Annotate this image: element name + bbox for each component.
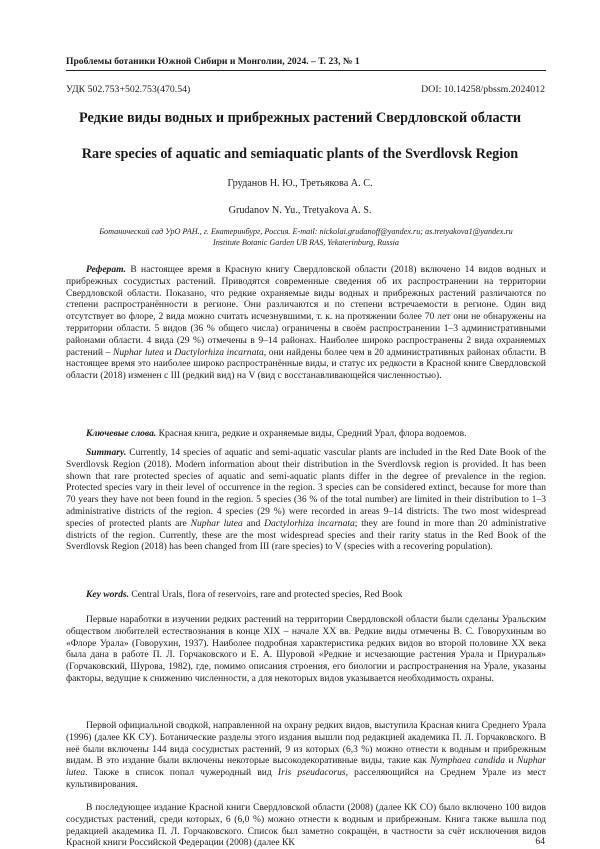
header-divider bbox=[66, 70, 546, 71]
abstract-en-and: and bbox=[242, 517, 265, 529]
abstract-ru-lead: Реферат. bbox=[86, 264, 127, 275]
body-paragraph-2 bbox=[66, 720, 546, 791]
page-number: 64 bbox=[535, 836, 545, 847]
body-p2-text-c: , расселяющийся на Среднем Урале из мест культивирования. bbox=[66, 767, 547, 790]
affiliation-en: Institute Botanic Garden UB RAS, Yekaterinburg, Russia bbox=[212, 238, 400, 247]
body-p2-species-1: Nymphaea candida bbox=[430, 755, 506, 767]
abstract-en-species-2: Dactylorhiza incarnata bbox=[264, 517, 355, 529]
article-title-ru: Редкие виды водных и прибрежных растений Свердловской области bbox=[79, 110, 521, 126]
journal-header: Проблемы ботаники Южной Сибири и Монголии, 2024. – Т. 23, № 1 bbox=[66, 56, 360, 67]
keywords-en bbox=[66, 589, 546, 601]
udk-code: УДК 502.753+502.753(470.54) bbox=[66, 84, 191, 95]
authors-ru: Груданов Н. Ю., Третьякова А. С. bbox=[227, 178, 373, 189]
abstract-ru-species-2: Dactylorhiza incarnata bbox=[174, 346, 264, 358]
body-p2-text-a: Первой официальной сводкой, направленной на охрану редких видов, выступила Красная книга Среднего Урала (1996) (далее КК СУ). Ботанические разделы этого издания вышли под редакцией академика П. Л. Горчаковского. В неё были включены 144 вида сосудистых растений, 9 из которых (6,3 %) можно отнести к водным и прибрежным видам. В это издание были включены некоторые высокодекоративные виды, такие как bbox=[66, 720, 546, 767]
body-p2-species-2: Nuphar lutea bbox=[66, 755, 546, 779]
keywords-en-lead: Key words. bbox=[86, 589, 129, 600]
keywords-ru-lead: Ключевые слова. bbox=[86, 428, 157, 439]
abstract-ru-text-1: В настоящее время в Красную книгу Свердловской области (2018) включено 14 видов водных и прибрежных сосудистых растений. Приводятся современные сведения об их распространении на территории Свердловской области. Показано, что редкие охраняемые виды водных и прибрежных растений различаются по степени распространённости в регионе. Они различаются и по степени встречаемости в регионе. Один вид отсутствует во флоре, 2 вида можно считать исчезнувшими, т. к. на протяжении более 70 лет они не обнаружены на территории области. 5 видов (36 % общего числа) ограничены в своём распространении 1–3 административными районами области. 4 вида (29 %) отмечены в 9–14 районах. Наиболее широко распространены 2 вида охраняемых растений – bbox=[66, 264, 546, 358]
authors-en: Grudanov N. Yu., Tretyakova A. S. bbox=[228, 205, 372, 216]
abstract-en-lead: Summary. bbox=[86, 447, 127, 458]
body-p2-species-3: Iris pseudacorus bbox=[277, 767, 346, 779]
body-p2-and: и bbox=[505, 755, 517, 767]
affiliation-ru: Ботанический сад УрО РАН., г. Екатеринбург, Россия. E-mail: nickolai.grudanoff@yandex.ru; as.tretyakova1@yandex.ru bbox=[99, 227, 513, 236]
abstract-en-text-1: Currently, 14 species of aquatic and semi-aquatic vascular plants are included in the Red Date Book of the Sverdlovsk Region (2018). Modern information about their distribution in the Sverdlovsk region is provided. It has been shown that rare protected species of aquatic and semi-aquatic plants differ in the degree of prevalence in the region. Protected species vary in their level of occurrence in the region. 3 species can be considered extinct, because for more than 70 years they have not been found in the region. 5 species (36 % of the total number) are limited in their distribution to 1–3 administrative districts of the region. 4 species (29 %) were recorded in areas 9–14 districts. The two most widespread species of protected plants are bbox=[66, 447, 546, 529]
abstract-ru bbox=[66, 264, 546, 382]
abstract-ru-and: и bbox=[163, 346, 175, 358]
keywords-ru-text: Красная книга, редкие и охраняемые виды, Средний Урал, флора водоемов. bbox=[156, 428, 467, 439]
keywords-en-text: Central Urals, flora of reservoirs, rare and protected species, Red Book bbox=[128, 589, 403, 600]
abstract-en-text-2: ; they are found in more than 20 administrative districts of the region. Currently, these are the most widespread species and their rarity status in the Red Book of the Sverdlovsk Region (2018) has been changed from III (rare species) to V (species with a recovering population). bbox=[66, 517, 546, 553]
keywords-ru bbox=[66, 428, 546, 440]
abstract-ru-text-2: , они найдены более чем в 20 административных районах области. В настоящее время это наиболее широко распространённые виды, и статус их редкости в Красной книге Свердловской области (2018) изменен с III (редкий вид) на V (вид с восстанавливающейся численностью). bbox=[66, 346, 546, 382]
body-paragraph-1: Первые наработки в изучении редких растений на территории Свердловской области были сделаны Уральским обществом любителей естествознания в конце XIX – начале XX вв. Редкие виды отмечены В. С. Говорухиным во «Флоре Урала» (Говорухин, 1937). Наиболее подробная характеристика редких видов во второй половине XX века была дана в работе П. Л. Горчаковского и Е. А. Шуровой «Редкие и исчезающие растения Урала и Приуралья» (Горчаковский, Шурова, 1982), где, помимо описания строения, его биологии и распространения на Урале, указаны факторы, ведущие к снижению численности, а для некоторых видов указывается необходимость охраны. bbox=[66, 614, 546, 684]
doi-link[interactable]: DOI: 10.14258/pbssm.2024012 bbox=[421, 84, 545, 95]
abstract-en bbox=[66, 447, 546, 553]
body-paragraph-3: В последующее издание Красной книги Свердловской области (2008) (далее КК СО) было включено 100 видов сосудистых растений, среди которых, 6 (6,0 %) можно отнести к водным и прибрежным. Книга также вышла под редакцией академика П. Л. Горчаковского. Список был заметно сокращён, в частности за счёт исключения видов Красной книги Российской Федерации (2008) (далее КК bbox=[66, 802, 546, 849]
abstract-en-species-1: Nuphar lutea bbox=[190, 517, 243, 529]
abstract-ru-species-1: Nuphar lutea bbox=[113, 346, 164, 358]
body-p2-text-b: . Также в список попал чужеродный вид bbox=[85, 767, 278, 779]
article-title-en: Rare species of aquatic and semiaquatic plants of the Sverdlovsk Region bbox=[81, 146, 519, 162]
